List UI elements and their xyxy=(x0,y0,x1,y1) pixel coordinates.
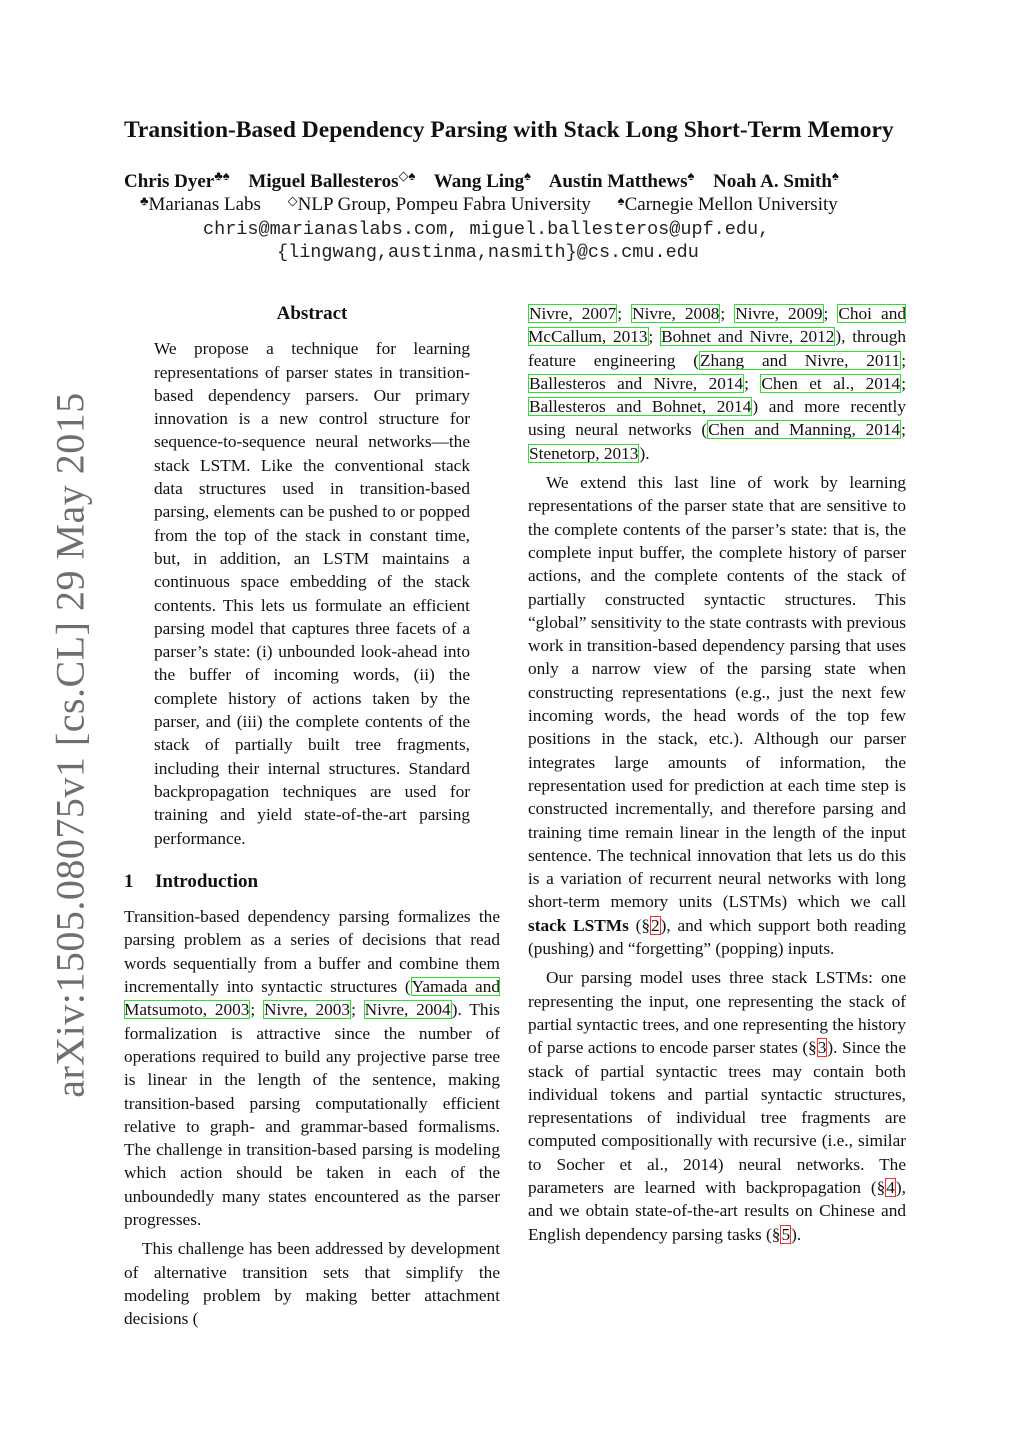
citation-link[interactable]: Nivre, 2007 xyxy=(529,304,617,323)
author: Noah A. Smith♠ xyxy=(713,168,839,192)
section-ref-link[interactable]: 4 xyxy=(886,1177,895,1197)
abstract-heading: Abstract xyxy=(276,303,348,324)
affiliation-list xyxy=(140,193,838,216)
section-ref-link[interactable]: 2 xyxy=(651,915,660,935)
author: Wang Ling♠ xyxy=(433,168,531,192)
intro-paragraph-3: We extend this last line of work by learning representations of the parser state that are sensitive to the complete contents of the parser’s state: that is, the complete input buffer, the complete history of parser actions, and the complete contents of the stack of partially constructed syntactic structures. This “global” sensitivity to the state contrasts with previous work in transition-based dependency parsing that uses only a narrow view of the parsing state when constructing representations (e.g., just the next few incoming words, the head words of the top few positions in the stack, etc.). Although our parser integrates large amounts of information, the representation used for prediction at each time step is constructed incrementally, and therefore parsing and training time remain linear in the length of the input sentence. The technical innovation that lets us do this is a variation of recurrent neural networks with long short-term memory units (LSTMs) which we call stack LSTMs (§2), and which support both reading (pushing) and “forgetting” (popping) inputs. xyxy=(528,473,906,959)
intro-paragraph-2-continued: Nivre, 2007; Nivre, 2008; Nivre, 2009; Choi and McCallum, 2013; Bohnet and Nivre, 2012), through feature engineering (Zhang and Nivre, 2011; Ballesteros and Nivre, 2014; Chen et al., 2014; Ballesteros and Bohnet, 2014) and more recently using neural networks (Chen and Manning, 2014; Stenetorp, 2013). xyxy=(528,304,907,463)
affiliation-marks: ♣♠ xyxy=(214,168,230,183)
citation-link[interactable]: Choi and McCallum, 2013 xyxy=(528,304,906,347)
arxiv-stamp: arXiv:1505.08075v1 [cs.CL] 29 May 2015 xyxy=(47,392,93,1098)
section-ref-link[interactable]: 3 xyxy=(817,1038,827,1058)
abstract-text: We propose a technique for learning representations of parser states in transition-based dependency parsers. Our primary innovation is a new control structure for sequence-to-sequence neural networks—the stack LSTM. Like the conventional stack data structures used in transition-based parsing, elements can be pushed to or popped from the top of the stack in constant time, but, in addition, an LSTM maintains a continuous space embedding of the stack contents. This lets us formulate an efficient parsing model that captures three facets of a parser’s state: (i) unbounded look-ahead into the buffer of incoming words, (ii) the complete history of actions taken by the parser, and (iii) the complete contents of the stack of partially built tree fragments, including their internal structures. Standard backpropagation techniques are used for training and yield state-of-the-art parsing performance. xyxy=(154,339,470,848)
email-line-1: chris@marianaslabs.com, miguel.ballesteros@upf.edu, xyxy=(203,219,770,240)
left-column xyxy=(124,302,500,1330)
citation-link[interactable]: Nivre, 2003 xyxy=(264,1000,351,1020)
affiliation-marks: ◇♠ xyxy=(398,168,416,183)
affiliation-marks: ♠ xyxy=(831,168,839,183)
citation-link[interactable]: Nivre, 2009 xyxy=(735,304,823,323)
affiliation-marks: ♠ xyxy=(687,168,695,183)
citation-link[interactable]: Ballesteros and Nivre, 2014 xyxy=(529,373,744,393)
affiliation: ♠Carnegie Mellon University xyxy=(617,193,838,215)
email-line-2: {lingwang,austinma,nasmith}@cs.cmu.edu xyxy=(277,242,699,263)
author: Chris Dyer♣♠ xyxy=(124,168,230,192)
citation-link[interactable]: Stenetorp, 2013 xyxy=(529,443,639,463)
affiliation: ♣Marianas Labs xyxy=(140,193,261,215)
author: Miguel Ballesteros◇♠ xyxy=(248,168,416,192)
citation-link[interactable]: Nivre, 2004 xyxy=(364,1000,451,1020)
intro-paragraph-4: Our parsing model uses three stack LSTMs: one representing the input, one representing the stack of partial syntactic trees, and one representing the history of parse actions to encode parser states (§3). Since the stack of partial syntactic trees may contain both individual tokens and partial syntactic structures, representations of individual tree fragments are computed compositionally with recursive (i.e., similar to Socher et al., 2014) neural networks. The parameters are learned with backpropagation (§4), and we obtain state-of-the-art results on Chinese and English dependency parsing tasks (§5). xyxy=(528,968,906,1244)
section-heading-introduction: 1 Introduction xyxy=(124,870,259,892)
citation-link[interactable]: Nivre, 2008 xyxy=(632,304,720,323)
intro-paragraph-1: Transition-based dependency parsing formalizes the parsing problem as a series of decisions that read words sequentially from a buffer and combine them incrementally into syntactic structures (Yamada and Matsumoto, 2003; Nivre, 2003; Nivre, 2004). This formalization is attractive since the number of operations required to build any projective parse tree is linear in the length of the sentence, making transition-based parsing computationally efficient relative to graph- and grammar-based formalisms. The challenge in transition-based parsing is modeling which action should be taken in each of the unboundedly many states encountered as the parser progresses. xyxy=(124,907,500,1229)
paper-title: Transition-Based Dependency Parsing with Stack Long Short-Term Memory xyxy=(124,117,894,143)
author-list xyxy=(124,168,853,193)
section-ref-link[interactable]: 5 xyxy=(781,1224,791,1244)
citation-link[interactable]: Yamada and Matsumoto, 2003 xyxy=(124,977,500,1020)
right-column xyxy=(528,302,906,1246)
intro-paragraph-2: This challenge has been addressed by development of alternative transition sets that simplify the modeling problem by making better attachment decisions ( xyxy=(124,1239,500,1329)
affiliation: ◇NLP Group, Pompeu Fabra University xyxy=(287,193,591,215)
citation-link[interactable]: Chen et al., 2014 xyxy=(761,373,901,393)
citation-link[interactable]: Bohnet and Nivre, 2012 xyxy=(661,327,835,347)
citation-link[interactable]: Chen and Manning, 2014 xyxy=(708,420,901,440)
citation-link[interactable]: Ballesteros and Bohnet, 2014 xyxy=(529,397,752,417)
author: Austin Matthews♠ xyxy=(548,168,695,192)
affiliation-marks: ♠ xyxy=(524,168,531,183)
citation-link[interactable]: Zhang and Nivre, 2011 xyxy=(699,350,901,370)
